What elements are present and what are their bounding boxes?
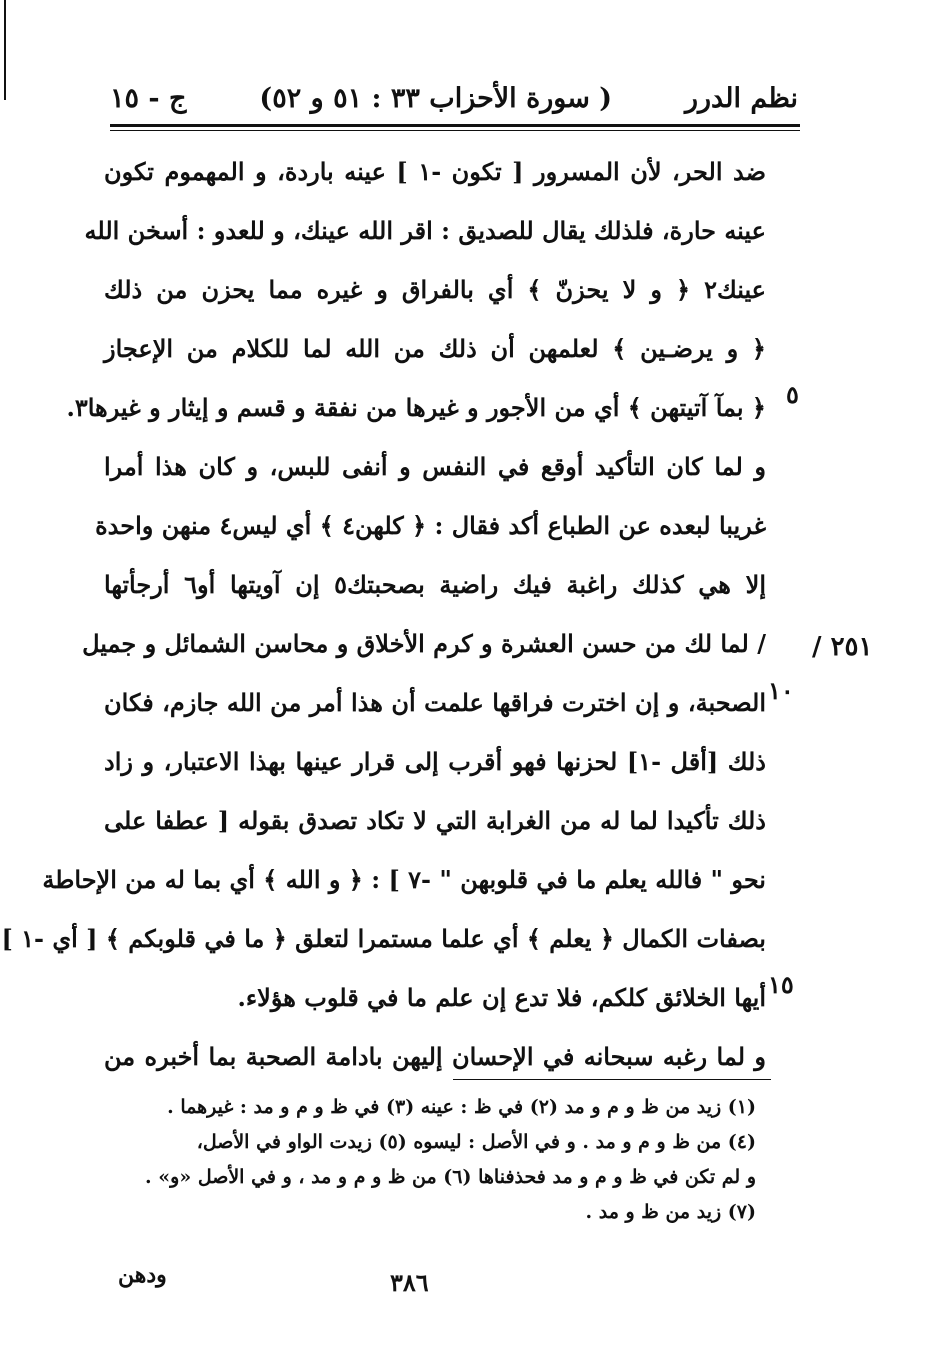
book-title: نظم الدرر — [684, 82, 798, 114]
text-line: و لما رغبه سبحانه في الإحسان إليهن بادامة الصحبة بما أخبره من — [104, 1042, 766, 1071]
running-header — [110, 78, 798, 118]
main-text — [1, 142, 766, 1086]
text-line: نحو " فالله يعلم ما في قلوبهن " -٧ ] : ﴿ و الله ﴾ أي بما له من الإحاطة — [42, 865, 766, 894]
surah-reference: ( سورة الأحزاب ٣٣ : ٥١ و ٥٢) — [259, 82, 613, 114]
text-line: و لما كان التأكيد أوقع في النفس و أنفى للبس، و كان هذا أمرا — [104, 452, 766, 481]
text-line: ﴿ بمآ آتيتهن ﴾ أي من الأجور و غيرها من نفقة و قسم و إيثار و غيرها٣. — [66, 393, 766, 422]
text-line: إلا هي كذلك راغبة فيك راضية بصحبتك٥ إن آويتها أو٦ أرجأتها — [104, 570, 766, 599]
text-line: / لما لك من حسن العشرة و كرم الأخلاق و محاسن الشمائل و جميل — [82, 629, 766, 658]
header-rule-thick — [110, 124, 800, 127]
text-line: بصفات الكمال ﴿ يعلم ﴾ أي علما مستمرا لتعلق ﴿ ما في قلوبكم ﴾ [ أي -١ ] — [1, 924, 766, 953]
volume-number: ج - ١٥ — [110, 82, 187, 114]
text-line: الصحبة، و إن اخترت فراقها علمت أن هذا أمر من الله جازم، فكان — [104, 688, 766, 717]
text-line: ضد الحر، لأن المسرور [ تكون -١ ] عينه باردة، و المهموم تكون — [104, 157, 766, 186]
margin-page-reference: ٢٥١ / — [812, 632, 873, 662]
footnote-rule — [453, 1079, 771, 1080]
text-line: ذلك [أقل -١] لحزنها فهو أقرب إلى قرار عينها بهذا الاعتبار، و زاد — [104, 747, 766, 776]
text-line: ذلك تأكيدا لما له من الغرابة التي لا تكاد تصدق بقوله [ عطفا على — [104, 806, 766, 835]
line-number-15: ١٥ — [768, 970, 794, 999]
text-line: غريبا لبعده عن الطباع أكد فقال : ﴿ كلهن٤ ﴾ أي ليس٤ منهن واحدة — [95, 511, 766, 540]
footnote-line: (٧) زيد من ظ و مد . — [585, 1201, 756, 1223]
text-line: ﴿ و يرضـين ﴾ لعلمهن أن ذلك من الله لما للكلام من الإعجاز — [104, 334, 766, 363]
header-rule-thin — [110, 130, 800, 131]
text-line: أيها الخلائق كلكم، فلا تدع إن علم ما في قلوب هؤلاء. — [237, 983, 766, 1012]
footnote-line: و لم تكن في ظ و م و مد فحذفناها (٦) من ظ و م و مد ، و في الأصل «و» . — [145, 1166, 756, 1188]
text-line: عينك٢ ﴿ و لا يحزنّ ﴾ أي بالفراق و غيره مما يحزن من ذلك — [104, 275, 766, 304]
line-number-10: ١٠ — [768, 676, 794, 705]
line-number-5: ٥ — [786, 380, 799, 409]
text-line: عينه حارة، فلذلك يقال للصديق : اقر الله عينك، و للعدو : أسخن الله — [84, 216, 766, 245]
catchword: ودهن — [118, 1262, 167, 1288]
footnotes — [104, 1090, 756, 1230]
footnote-line: (٤) من ظ و م و مد . و في الأصل : ليسوه (٥) زيدت الواو في الأصل، — [196, 1131, 756, 1153]
footnote-line: (١) زيد من ظ و م و مد (٢) في ظ : عينه (٣) في ظ و م و مد : غيرهما . — [167, 1096, 756, 1118]
page-number: ٣٨٦ — [390, 1268, 429, 1297]
page-edge-mark — [4, 0, 6, 100]
